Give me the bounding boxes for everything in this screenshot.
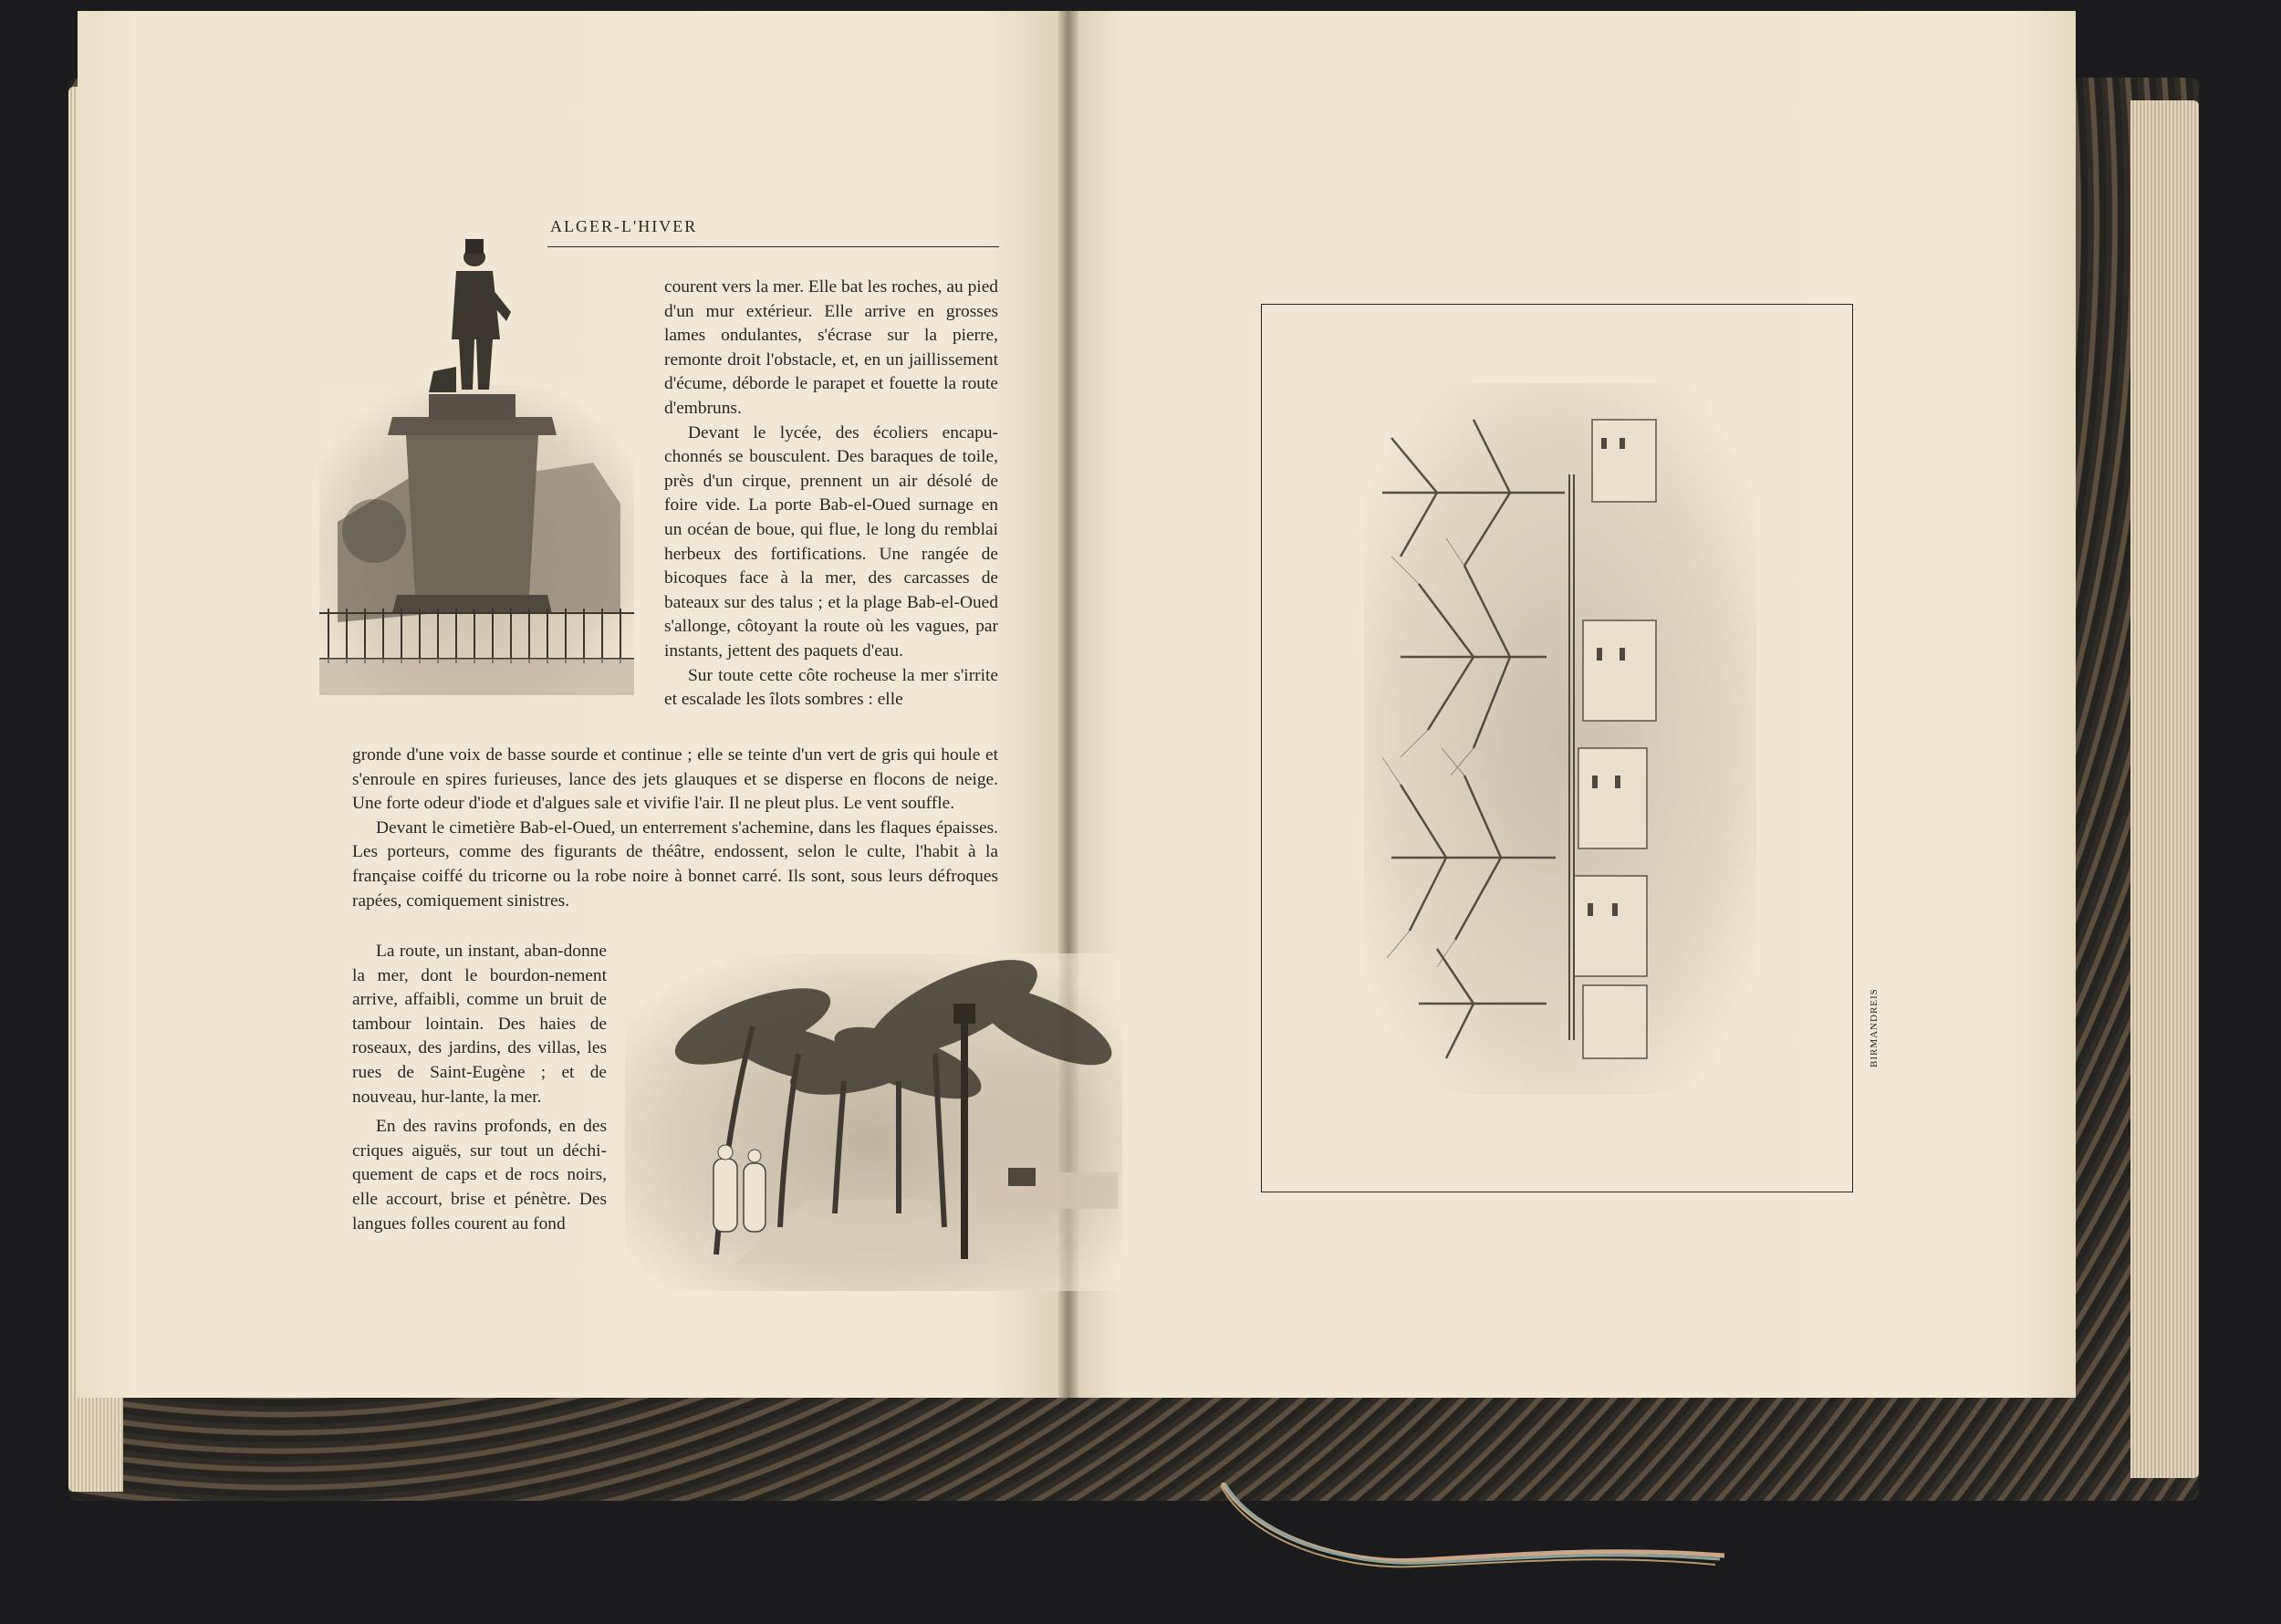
text-column-top [664,276,998,713]
paragraph: Sur toute cette côte rocheuse la mer s'irrite et escalade les îlots sombres : elle [664,665,998,710]
paragraph: courent vers la mer. Elle bat les roches, au pied d'un mur extérieur. Elle arrive en grosses lames ondulantes, s'écrase sur la pierre, remonte droit l'obstacle, et, en un jaillissement d'écume, déborde le parapet et fouette la route d'embruns. [664,277,998,418]
palm-avenue-photo [625,953,1122,1291]
paragraph: gronde d'une voix de basse sourde et continue ; elle se teinte d'un vert de gris qui houle et s'enroule en spires furieuses, lance des jets glauques et se disperse en flocons de neige. Une forte odeur d'iode et d'algues sale et vivifie l'air. Il ne pleut plus. Le vent souffle. [352,745,998,814]
paragraph: En des ravins profonds, en des criques aiguës, sur tout un déchi-quement de caps et de rocs noirs, elle accourt, brise et pénètre. Des langues folles courent au fond [352,1117,607,1234]
statue-photo [319,230,634,695]
birmandreis-photo [1364,383,1756,1095]
text-column-bottom [352,940,607,1236]
text-fullwidth [352,744,998,913]
paragraph: Devant le lycée, des écoliers encapu-chonnés se bousculent. Des baraques de toile, près d'un cirque, prennent un air désolé de foire vide. La porte Bab-el-Oued surnage en un océan de boue, qui flue, le long du remblai herbeux des fortifications. Une rangée de bicoques face à la mer, des carcasses de bateaux sur des talus ; et la plage Bab-el-Oued s'allonge, côtoyant la route où les vagues, par instants, jettent des paquets d'eau. [664,422,998,661]
paragraph: La route, un instant, aban-donne la mer, dont le bourdon-nement arrive, affaibli, comme un bruit de tambour lointain. Des haies de roseaux, des jardins, des villas, les rues de Saint-Eugène ; et de nouveau, hur-lante, la mer. [352,942,607,1107]
plate-caption: BIRMANDREIS [1869,988,1880,1067]
ribbon-bookmark [1218,1483,1729,1583]
running-head: ALGER-L'HIVER [550,217,698,235]
paragraph: Devant le cimetière Bab-el-Oued, un enterrement s'achemine, dans les flaques épaisses. Les porteurs, comme des figurants de théâtre, endossent, selon le culte, l'habit à la française coiffé du tricorne ou la robe noire à bonnet carré. Ils sont, sous leurs défroques rapées, comiquement sinistres. [352,817,998,911]
page-edges-right [2130,100,2199,1478]
